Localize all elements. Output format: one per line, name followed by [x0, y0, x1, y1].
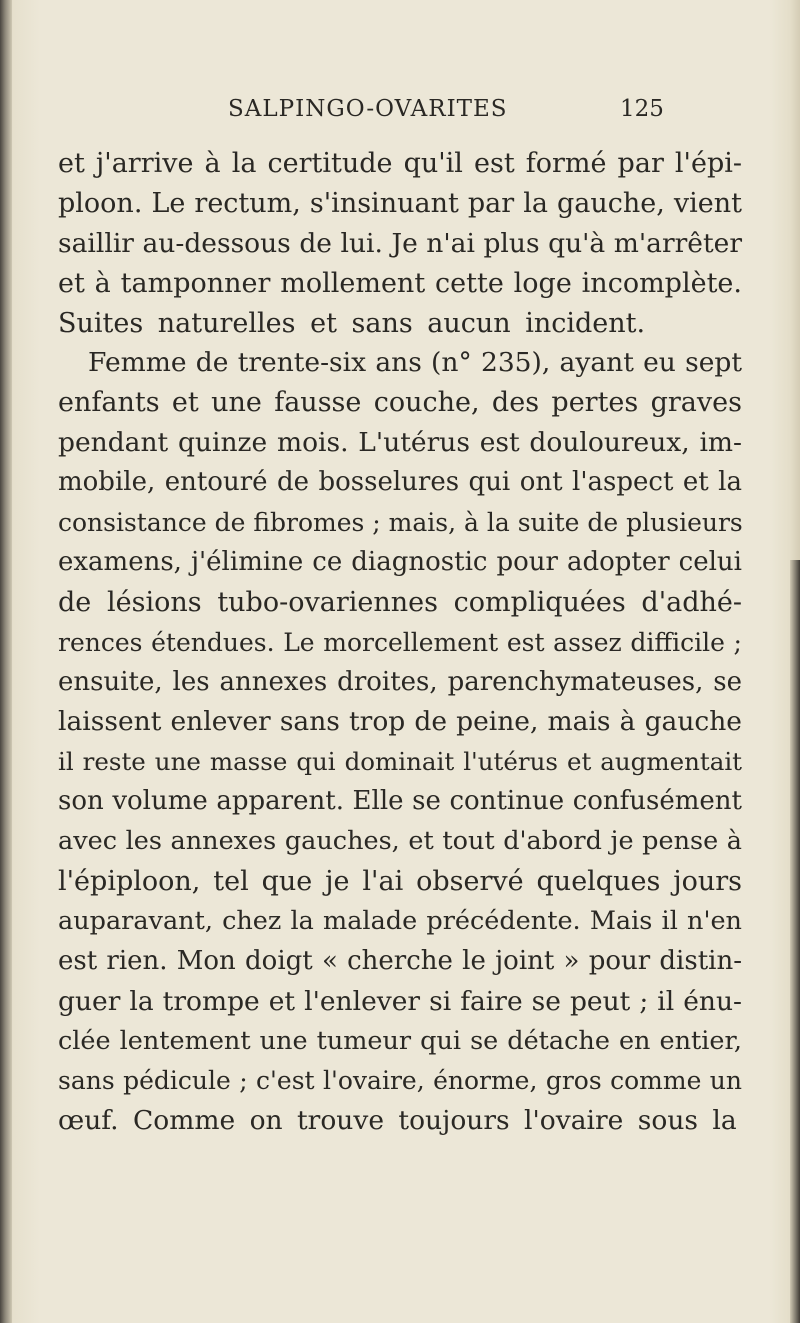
text-line: sans pédicule ; c'est l'ovaire, énorme, gros comme un: [58, 1066, 742, 1096]
text-line: avec les annexes gauches, et tout d'abord je pense à: [58, 826, 742, 857]
text-line: auparavant, chez la malade précédente. Mais il n'en: [58, 905, 742, 936]
text-line: Suites naturelles et sans aucun incident.: [58, 307, 646, 339]
text-line: laissent enlever sans trop de peine, mais à gauche: [58, 706, 742, 738]
running-title: SALPINGO-OVARITES: [228, 96, 508, 122]
text-line: saillir au-dessous de lui. Je n'ai plus qu'à m'arrêter: [58, 227, 742, 259]
text-line: son volume apparent. Elle se continue confusément: [58, 786, 742, 817]
text-line: mobile, entouré de bosselures qui ont l'aspect et la: [58, 467, 742, 498]
text-line: œuf. Comme on trouve toujours l'ovaire sous la: [58, 1105, 737, 1137]
text-line: rences étendues. Le morcellement est assez difficile ;: [58, 627, 742, 657]
text-line: enfants et une fausse couche, des pertes graves: [58, 387, 742, 419]
text-line: consistance de fibromes ; mais, à la suite de plusieurs: [58, 508, 743, 538]
text-line: ploon. Le rectum, s'insinuant par la gauche, vient: [58, 187, 742, 219]
text-line: guer la trompe et l'enlever si faire se peut ; il énu-: [58, 985, 742, 1017]
text-line: et j'arrive à la certitude qu'il est formé par l'épi-: [58, 148, 742, 179]
page-binding-shadow-right: [790, 560, 800, 1323]
page-number: 125: [620, 96, 664, 122]
running-head: [60, 96, 740, 136]
text-line: ensuite, les annexes droites, parenchymateuses, se: [58, 666, 742, 697]
text-line: et à tamponner mollement cette loge incomplète.: [58, 267, 742, 299]
text-line: est rien. Mon doigt « cherche le joint » pour distin-: [58, 945, 742, 976]
page-binding-shadow-left: [0, 0, 12, 1323]
body-text: [58, 144, 742, 1141]
text-line: l'épiploon, tel que je l'ai observé quelques jours: [58, 866, 742, 898]
text-line: examens, j'élimine ce diagnostic pour adopter celui: [58, 546, 742, 577]
text-line: pendant quinze mois. L'utérus est douloureux, im-: [58, 427, 742, 459]
text-line: il reste une masse qui dominait l'utérus et augmentait: [58, 747, 742, 777]
text-line: de lésions tubo-ovariennes compliquées d'adhé-: [58, 586, 742, 618]
text-line: Femme de trente-six ans (n° 235), ayant eu sept: [88, 347, 742, 379]
text-line: clée lentement une tumeur qui se détache en entier,: [58, 1025, 742, 1056]
